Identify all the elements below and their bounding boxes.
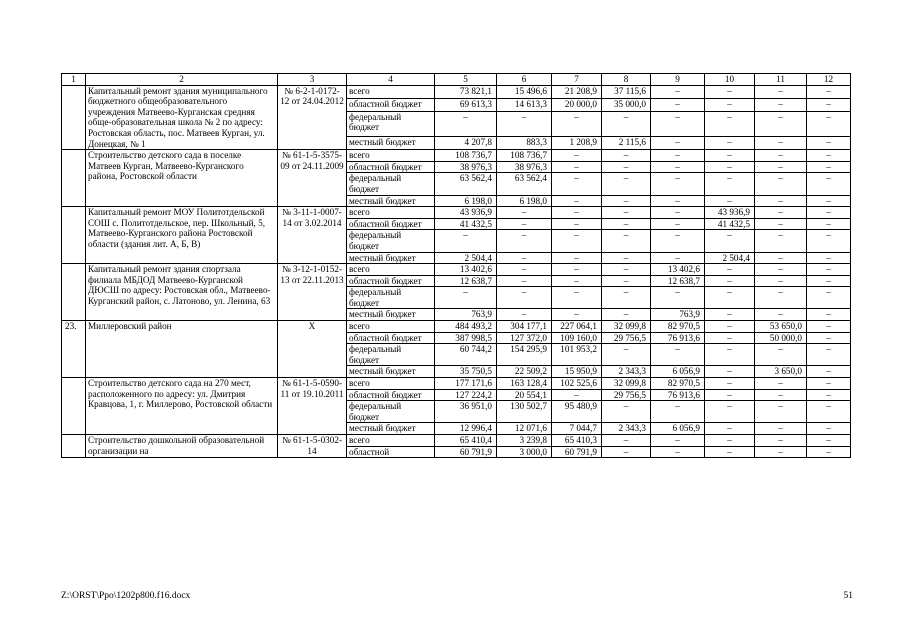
amount-cell: –	[755, 173, 807, 195]
amount-cell: –	[807, 195, 851, 207]
header-cell: 1	[62, 74, 86, 86]
document-number: № 3-12-1-0152-13 от 22.11.2013	[278, 264, 347, 321]
amount-cell: –	[705, 378, 755, 390]
amount-cell: –	[755, 287, 807, 309]
amount-cell: –	[807, 378, 851, 390]
funding-source: местный бюджет	[347, 252, 435, 264]
object-name: Строительство дошкольной образовательной организации на	[86, 435, 278, 458]
amount-cell: –	[755, 252, 807, 264]
table-row	[62, 150, 851, 162]
amount-cell: –	[552, 264, 602, 276]
amount-cell: –	[552, 195, 602, 207]
amount-cell: –	[755, 150, 807, 162]
header-cell: 5	[435, 74, 497, 86]
amount-cell: –	[552, 207, 602, 219]
amount-cell: –	[705, 264, 755, 276]
amount-cell: 101 953,2	[552, 344, 602, 366]
amount-cell: –	[705, 136, 755, 149]
amount-cell: –	[705, 366, 755, 378]
amount-cell: –	[552, 252, 602, 264]
amount-cell: –	[755, 378, 807, 390]
amount-cell: 20 000,0	[552, 98, 602, 111]
funding-source: всего	[347, 150, 435, 162]
amount-cell: –	[552, 218, 602, 230]
amount-cell: –	[602, 207, 651, 219]
amount-cell: 304 177,1	[497, 321, 552, 333]
header-cell: 2	[86, 74, 278, 86]
amount-cell: –	[602, 435, 651, 447]
document-number: Х	[278, 321, 347, 378]
amount-cell: –	[651, 435, 705, 447]
row-number: 23.	[62, 321, 86, 378]
amount-cell: –	[651, 230, 705, 252]
amount-cell: –	[705, 230, 755, 252]
amount-cell: –	[497, 218, 552, 230]
amount-cell: –	[497, 230, 552, 252]
header-cell: 8	[602, 74, 651, 86]
row-number	[62, 85, 86, 150]
amount-cell: –	[807, 321, 851, 333]
amount-cell: 63 562,4	[435, 173, 497, 195]
amount-cell: 38 976,3	[497, 161, 552, 173]
amount-cell: –	[651, 111, 705, 136]
amount-cell: –	[602, 275, 651, 287]
amount-cell: –	[755, 111, 807, 136]
amount-cell: 82 970,5	[651, 378, 705, 390]
amount-cell: –	[602, 401, 651, 423]
amount-cell: –	[552, 230, 602, 252]
amount-cell: 37 115,6	[602, 85, 651, 98]
amount-cell: –	[552, 111, 602, 136]
amount-cell: –	[705, 321, 755, 333]
row-number	[62, 150, 86, 207]
amount-cell: 154 295,9	[497, 344, 552, 366]
funding-source: местный бюджет	[347, 309, 435, 321]
amount-cell: –	[705, 435, 755, 447]
header-cell: 7	[552, 74, 602, 86]
amount-cell: 82 970,5	[651, 321, 705, 333]
amount-cell: –	[807, 389, 851, 401]
amount-cell: –	[602, 264, 651, 276]
amount-cell: 41 432,5	[705, 218, 755, 230]
amount-cell: –	[807, 435, 851, 447]
amount-cell: –	[807, 173, 851, 195]
amount-cell: –	[705, 423, 755, 435]
amount-cell: –	[807, 111, 851, 136]
document-number: № 61-1-5-3575-09 от 24.11.2009	[278, 150, 347, 207]
amount-cell: 12 638,7	[435, 275, 497, 287]
amount-cell: –	[807, 161, 851, 173]
amount-cell: –	[602, 111, 651, 136]
amount-cell: 102 525,6	[552, 378, 602, 390]
amount-cell: –	[807, 344, 851, 366]
amount-cell: 32 099,8	[602, 321, 651, 333]
amount-cell: 3 650,0	[755, 366, 807, 378]
amount-cell: –	[602, 173, 651, 195]
table-row	[62, 321, 851, 333]
amount-cell: –	[497, 264, 552, 276]
budget-table	[61, 73, 851, 458]
amount-cell: –	[755, 207, 807, 219]
amount-cell: –	[755, 389, 807, 401]
amount-cell: –	[705, 161, 755, 173]
amount-cell: 29 756,5	[602, 332, 651, 344]
amount-cell: –	[755, 423, 807, 435]
row-number	[62, 207, 86, 264]
amount-cell: –	[435, 111, 497, 136]
amount-cell: –	[755, 275, 807, 287]
amount-cell: 76 913,6	[651, 332, 705, 344]
amount-cell: 6 198,0	[435, 195, 497, 207]
amount-cell: –	[602, 218, 651, 230]
object-name: Капитальный ремонт МОУ Политотдельской СОШ с. Политотдельское, пер. Школьный, 5, Матвеево-Курганского района Ростовской области (здания лит. А, Б, В)	[86, 207, 278, 264]
amount-cell: 13 402,6	[651, 264, 705, 276]
row-number	[62, 435, 86, 458]
amount-cell: –	[705, 446, 755, 458]
amount-cell: –	[807, 218, 851, 230]
amount-cell: –	[552, 173, 602, 195]
amount-cell: 53 650,0	[755, 321, 807, 333]
amount-cell: –	[651, 98, 705, 111]
amount-cell: –	[497, 287, 552, 309]
amount-cell: –	[807, 136, 851, 149]
amount-cell: 127 224,2	[435, 389, 497, 401]
amount-cell: 2 343,3	[602, 423, 651, 435]
footer-file-path: Z:\ORST\Ppo\1202p800.f16.docx	[61, 591, 191, 601]
amount-cell: –	[705, 111, 755, 136]
amount-cell: –	[651, 150, 705, 162]
amount-cell: –	[755, 218, 807, 230]
amount-cell: 69 613,3	[435, 98, 497, 111]
amount-cell: –	[602, 195, 651, 207]
amount-cell: –	[705, 332, 755, 344]
footer-page-number: 51	[843, 591, 853, 601]
amount-cell: –	[705, 344, 755, 366]
amount-cell: 883,3	[497, 136, 552, 149]
amount-cell: –	[755, 344, 807, 366]
amount-cell: 43 936,9	[705, 207, 755, 219]
amount-cell: –	[807, 401, 851, 423]
amount-cell: 76 913,6	[651, 389, 705, 401]
amount-cell: –	[705, 401, 755, 423]
amount-cell: 35 750,5	[435, 366, 497, 378]
amount-cell: –	[755, 401, 807, 423]
amount-cell: 763,9	[435, 309, 497, 321]
amount-cell: 227 064,1	[552, 321, 602, 333]
amount-cell: –	[705, 150, 755, 162]
funding-source: федеральный бюджет	[347, 111, 435, 136]
row-number	[62, 378, 86, 435]
amount-cell: 15 496,6	[497, 85, 552, 98]
amount-cell: 108 736,7	[435, 150, 497, 162]
amount-cell: 22 509,2	[497, 366, 552, 378]
amount-cell: 6 056,9	[651, 423, 705, 435]
funding-source: всего	[347, 85, 435, 98]
funding-source: федеральный бюджет	[347, 287, 435, 309]
table-row	[62, 435, 851, 447]
amount-cell: –	[602, 150, 651, 162]
amount-cell: –	[651, 136, 705, 149]
funding-source: местный бюджет	[347, 423, 435, 435]
amount-cell: –	[705, 98, 755, 111]
amount-cell: 29 756,5	[602, 389, 651, 401]
amount-cell: 12 638,7	[651, 275, 705, 287]
amount-cell: –	[705, 275, 755, 287]
amount-cell: –	[651, 287, 705, 309]
object-name: Капитальный ремонт здания спортзала филиала МБДОД Матвеево-Курганской ДЮСШ по адресу: Ростовская обл., Матвеево-Курганский район, с. Латоново, ул. Ленина, 63	[86, 264, 278, 321]
amount-cell: –	[602, 230, 651, 252]
funding-source: местный бюджет	[347, 136, 435, 149]
funding-source: местный бюджет	[347, 195, 435, 207]
amount-cell: –	[651, 252, 705, 264]
amount-cell: –	[755, 309, 807, 321]
funding-source: всего	[347, 378, 435, 390]
amount-cell: –	[552, 161, 602, 173]
funding-source: областной бюджет	[347, 275, 435, 287]
amount-cell: 13 402,6	[435, 264, 497, 276]
amount-cell: 65 410,4	[435, 435, 497, 447]
amount-cell: –	[807, 309, 851, 321]
amount-cell: 43 936,9	[435, 207, 497, 219]
amount-cell: 484 493,2	[435, 321, 497, 333]
amount-cell: –	[602, 344, 651, 366]
amount-cell: –	[497, 275, 552, 287]
amount-cell: –	[651, 446, 705, 458]
funding-source: областной	[347, 446, 435, 458]
table-row	[62, 264, 851, 276]
table-row	[62, 207, 851, 219]
header-cell: 11	[755, 74, 807, 86]
amount-cell: 4 207,8	[435, 136, 497, 149]
amount-cell: –	[435, 230, 497, 252]
amount-cell: 12 996,4	[435, 423, 497, 435]
amount-cell: 50 000,0	[755, 332, 807, 344]
amount-cell: –	[807, 85, 851, 98]
amount-cell: 32 099,8	[602, 378, 651, 390]
amount-cell: –	[552, 150, 602, 162]
amount-cell: 6 198,0	[497, 195, 552, 207]
object-name: Миллеровский район	[86, 321, 278, 378]
amount-cell: 15 950,9	[552, 366, 602, 378]
amount-cell: 763,9	[651, 309, 705, 321]
amount-cell: 36 951,0	[435, 401, 497, 423]
amount-cell: –	[651, 207, 705, 219]
document-number: № 6-2-1-0172-12 от 24.04.2012	[278, 85, 347, 150]
header-cell: 6	[497, 74, 552, 86]
amount-cell: 2 504,4	[705, 252, 755, 264]
funding-source: всего	[347, 321, 435, 333]
amount-cell: –	[552, 287, 602, 309]
amount-cell: –	[497, 111, 552, 136]
amount-cell: –	[651, 85, 705, 98]
amount-cell: 163 128,4	[497, 378, 552, 390]
amount-cell: 21 208,9	[552, 85, 602, 98]
amount-cell: 3 000,0	[497, 446, 552, 458]
amount-cell: 2 343,3	[602, 366, 651, 378]
document-number: № 61-1-5-0590-11 от 19.10.2011	[278, 378, 347, 435]
amount-cell: 35 000,0	[602, 98, 651, 111]
amount-cell: 6 056,9	[651, 366, 705, 378]
amount-cell: –	[705, 287, 755, 309]
header-cell: 3	[278, 74, 347, 86]
amount-cell: –	[552, 389, 602, 401]
amount-cell: –	[705, 309, 755, 321]
amount-cell: –	[755, 435, 807, 447]
amount-cell: 3 239,8	[497, 435, 552, 447]
amount-cell: –	[807, 207, 851, 219]
amount-cell: 38 976,3	[435, 161, 497, 173]
funding-source: федеральный бюджет	[347, 173, 435, 195]
amount-cell: –	[807, 98, 851, 111]
amount-cell: 14 613,3	[497, 98, 552, 111]
amount-cell: 2 504,4	[435, 252, 497, 264]
header-cell: 10	[705, 74, 755, 86]
funding-source: областной бюджет	[347, 389, 435, 401]
amount-cell: 127 372,0	[497, 332, 552, 344]
amount-cell: 73 821,1	[435, 85, 497, 98]
amount-cell: 41 432,5	[435, 218, 497, 230]
amount-cell: –	[552, 309, 602, 321]
amount-cell: –	[755, 136, 807, 149]
funding-source: областной бюджет	[347, 161, 435, 173]
amount-cell: –	[807, 446, 851, 458]
amount-cell: –	[651, 173, 705, 195]
amount-cell: –	[602, 446, 651, 458]
amount-cell: –	[755, 446, 807, 458]
amount-cell: 60 744,2	[435, 344, 497, 366]
header-row	[62, 74, 851, 86]
amount-cell: –	[705, 389, 755, 401]
table-row	[62, 378, 851, 390]
object-name: Строительство детского сада в поселке Матвеев Курган, Матвеево-Курганского района, Ростовской области	[86, 150, 278, 207]
document-number: № 61-1-5-0302-14	[278, 435, 347, 458]
funding-source: всего	[347, 207, 435, 219]
amount-cell: –	[497, 207, 552, 219]
amount-cell: –	[755, 161, 807, 173]
amount-cell: –	[807, 366, 851, 378]
amount-cell: –	[602, 287, 651, 309]
amount-cell: 109 160,0	[552, 332, 602, 344]
amount-cell: –	[807, 332, 851, 344]
amount-cell: –	[807, 252, 851, 264]
amount-cell: 63 562,4	[497, 173, 552, 195]
amount-cell: –	[755, 195, 807, 207]
amount-cell: 60 791,9	[435, 446, 497, 458]
amount-cell: –	[705, 195, 755, 207]
amount-cell: 108 736,7	[497, 150, 552, 162]
amount-cell: –	[602, 309, 651, 321]
amount-cell: –	[651, 161, 705, 173]
amount-cell: –	[807, 287, 851, 309]
row-number	[62, 264, 86, 321]
amount-cell: –	[705, 173, 755, 195]
funding-source: федеральный бюджет	[347, 401, 435, 423]
amount-cell: –	[705, 85, 755, 98]
amount-cell: 7 044,7	[552, 423, 602, 435]
amount-cell: –	[497, 252, 552, 264]
funding-source: федеральный бюджет	[347, 230, 435, 252]
amount-cell: 387 998,5	[435, 332, 497, 344]
funding-source: областной бюджет	[347, 218, 435, 230]
amount-cell: –	[807, 150, 851, 162]
object-name: Капитальный ремонт здания муниципального бюджетного общеобразовательного учреждения Матвеево-Курганская средняя обще-образовательная школа № 2 по адресу: Ростовская область, пос. Матвеев Курган, ул. Донецкая, № 1	[86, 85, 278, 150]
header-cell: 4	[347, 74, 435, 86]
amount-cell: –	[552, 275, 602, 287]
amount-cell: –	[807, 264, 851, 276]
funding-source: местный бюджет	[347, 366, 435, 378]
amount-cell: –	[497, 309, 552, 321]
table-row	[62, 85, 851, 98]
amount-cell: –	[755, 264, 807, 276]
amount-cell: –	[602, 161, 651, 173]
amount-cell: –	[807, 230, 851, 252]
funding-source: всего	[347, 435, 435, 447]
amount-cell: –	[807, 275, 851, 287]
amount-cell: 20 554,1	[497, 389, 552, 401]
document-number: № 3-11-1-0007-14 от 3.02.2014	[278, 207, 347, 264]
funding-source: областной бюджет	[347, 98, 435, 111]
funding-source: всего	[347, 264, 435, 276]
amount-cell: 1 208,9	[552, 136, 602, 149]
amount-cell: 60 791,9	[552, 446, 602, 458]
funding-source: областной бюджет	[347, 332, 435, 344]
amount-cell: –	[755, 230, 807, 252]
amount-cell: –	[807, 423, 851, 435]
header-cell: 12	[807, 74, 851, 86]
object-name: Строительство детского сада на 270 мест, расположенного по адресу: ул. Дмитрия Кравцова, 1, г. Миллерово, Ростовской области	[86, 378, 278, 435]
amount-cell: 12 071,6	[497, 423, 552, 435]
amount-cell: –	[651, 195, 705, 207]
amount-cell: –	[651, 401, 705, 423]
amount-cell: 65 410,3	[552, 435, 602, 447]
header-cell: 9	[651, 74, 705, 86]
amount-cell: 2 115,6	[602, 136, 651, 149]
amount-cell: 177 171,6	[435, 378, 497, 390]
amount-cell: –	[651, 218, 705, 230]
amount-cell: –	[435, 287, 497, 309]
amount-cell: 130 502,7	[497, 401, 552, 423]
amount-cell: –	[651, 344, 705, 366]
amount-cell: –	[602, 252, 651, 264]
amount-cell: –	[755, 98, 807, 111]
amount-cell: –	[755, 85, 807, 98]
amount-cell: 95 480,9	[552, 401, 602, 423]
funding-source: федеральный бюджет	[347, 344, 435, 366]
